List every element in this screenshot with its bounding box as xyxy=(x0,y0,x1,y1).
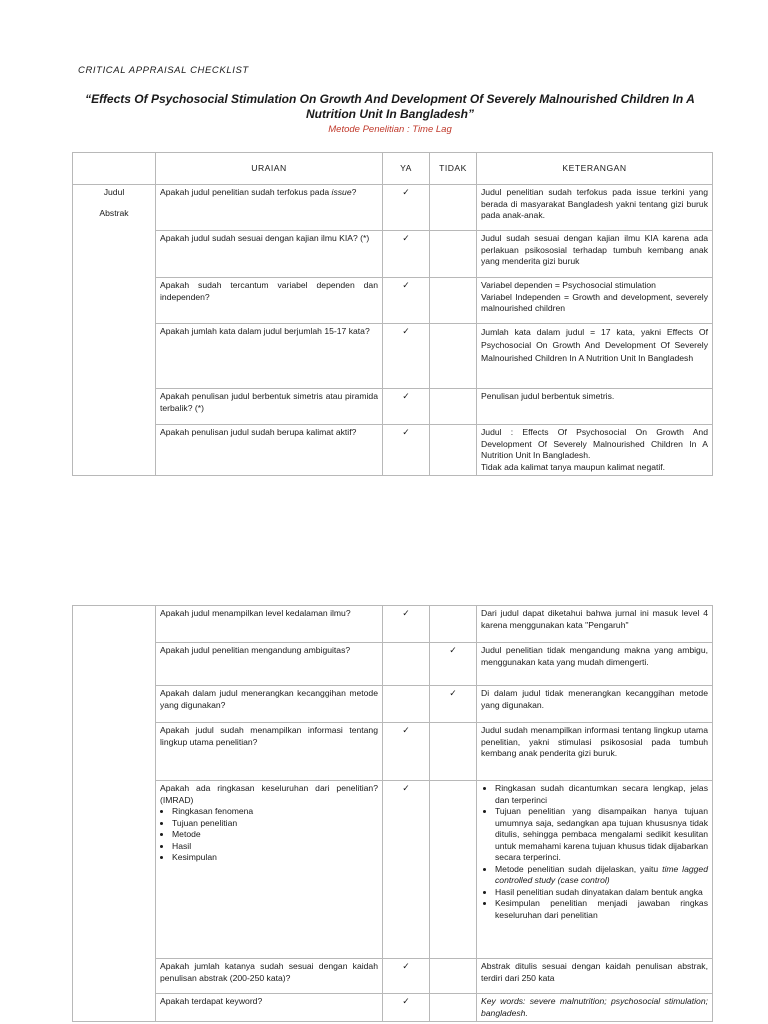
list-item: • Hasil xyxy=(172,841,378,853)
table-row xyxy=(73,185,713,231)
check-ya: ✓ xyxy=(383,278,430,324)
question-cell: Apakah dalam judul menerangkan kecanggihan metode yang digunakan? xyxy=(156,686,383,723)
table-row xyxy=(73,231,713,278)
document-label: CRITICAL APPRAISAL CHECKLIST xyxy=(78,65,249,76)
note-line: Variabel dependen = Psychosocial stimulation xyxy=(481,280,656,290)
question-text: Apakah ada ringkasan keseluruhan dari penelitian? (IMRAD) xyxy=(160,783,378,805)
section-label-cell xyxy=(73,606,156,1022)
question-cell: Apakah jumlah kata dalam judul berjumlah 15-17 kata? xyxy=(156,324,383,389)
note-cell: Key words: severe malnutrition; psychosocial stimulation; bangladesh. xyxy=(477,994,713,1022)
table-row xyxy=(73,425,713,476)
section-label-abstrak: Abstrak xyxy=(99,207,129,218)
note-cell xyxy=(477,781,713,959)
check-ya xyxy=(383,643,430,686)
header-empty xyxy=(73,153,156,185)
note-line: Variabel Independen = Growth and development, severely malnourished children xyxy=(481,291,708,313)
document-title: “Effects Of Psychosocial Stimulation On Growth And Development Of Severely Malnourished Children In A Nutrition Unit In Bangladesh” xyxy=(85,92,695,121)
table-row xyxy=(73,723,713,781)
check-tidak xyxy=(430,723,477,781)
note-cell: Jumlah kata dalam judul = 17 kata, yakni Effects Of Psychosocial On Growth And Development Of Severely Malnourished Children In A Nutrition Unit In Bangladesh xyxy=(477,324,713,389)
section-label-judul: Judul xyxy=(103,187,125,197)
table-row xyxy=(73,389,713,425)
note-line: Judul : Effects Of Psychosocial On Growth And Development Of Severely Malnourished Children In A Nutrition Unit In Bangladesh. xyxy=(481,427,708,460)
check-ya: ✓ xyxy=(383,185,430,231)
table-row xyxy=(73,643,713,686)
list-item: • Ringkasan sudah dicantumkan secara lengkap, jelas dan terperinci xyxy=(495,783,708,806)
header-uraian: URAIAN xyxy=(156,153,383,185)
check-tidak xyxy=(430,959,477,994)
check-ya xyxy=(383,686,430,723)
check-tidak xyxy=(430,324,477,389)
question-cell: Apakah jumlah katanya sudah sesuai dengan kaidah penulisan abstrak (200-250 kata)? xyxy=(156,959,383,994)
check-ya: ✓ xyxy=(383,389,430,425)
check-ya: ✓ xyxy=(383,781,430,959)
note-cell: Di dalam judul tidak menerangkan kecanggihan metode yang digunakan. xyxy=(477,686,713,723)
question-cell: Apakah penulisan judul sudah berupa kalimat aktif? xyxy=(156,425,383,476)
question-cell xyxy=(156,781,383,959)
check-tidak xyxy=(430,231,477,278)
question-cell: Apakah judul sudah sesuai dengan kajian ilmu KIA? (*) xyxy=(156,231,383,278)
check-ya: ✓ xyxy=(383,231,430,278)
note-cell: Judul penelitian tidak mengandung makna yang ambigu, menggunakan kata yang mudah dimengerti. xyxy=(477,643,713,686)
check-tidak: ✓ xyxy=(430,686,477,723)
check-ya: ✓ xyxy=(383,324,430,389)
check-ya: ✓ xyxy=(383,994,430,1022)
list-item: • Ringkasan fenomena xyxy=(172,806,378,818)
table-row xyxy=(73,959,713,994)
table-row xyxy=(73,994,713,1022)
check-tidak xyxy=(430,781,477,959)
table-row xyxy=(73,606,713,643)
check-tidak: ✓ xyxy=(430,643,477,686)
note-cell: Abstrak ditulis sesuai dengan kaidah penulisan abstrak, terdiri dari 250 kata xyxy=(477,959,713,994)
question-cell: Apakah judul sudah menampilkan informasi tentang lingkup utama penelitian? xyxy=(156,723,383,781)
list-item: • Tujuan penelitian yang disampaikan hanya tujuan umumnya saja, sedangkan apa tujuan khususnya tidak ditulis, sehingga pembaca mengalami sedikit kesulitan untuk memahami karena tujuan khusus tidak dijabarkan secara terperinci. xyxy=(495,806,708,864)
check-ya: ✓ xyxy=(383,606,430,643)
check-tidak xyxy=(430,994,477,1022)
table-row xyxy=(73,278,713,324)
check-ya: ✓ xyxy=(383,723,430,781)
question-cell: Apakah penulisan judul berbentuk simetris atau piramida terbalik? (*) xyxy=(156,389,383,425)
header-tidak: TIDAK xyxy=(430,153,477,185)
list-item: • Hasil penelitian sudah dinyatakan dalam bentuk angka xyxy=(495,887,708,899)
imrad-list xyxy=(160,806,378,864)
check-ya: ✓ xyxy=(383,959,430,994)
note-cell xyxy=(477,425,713,476)
list-item: • Metode xyxy=(172,829,378,841)
table-row xyxy=(73,324,713,389)
checklist-table-1 xyxy=(72,152,713,476)
header-ya: YA xyxy=(383,153,430,185)
check-tidak xyxy=(430,425,477,476)
list-item: • Kesimpulan xyxy=(172,852,378,864)
question-cell: Apakah judul penelitian sudah terfokus pada issue? xyxy=(156,185,383,231)
note-cell: Dari judul dapat diketahui bahwa jurnal ini masuk level 4 karena menggunakan kata "Pengaruh" xyxy=(477,606,713,643)
note-cell: Judul penelitian sudah terfokus pada issue terkini yang berada di masyarakat Bangladesh yakni tentang gizi buruk pada anak-anak. xyxy=(477,185,713,231)
method-subtitle: Metode Penelitian : Time Lag xyxy=(328,124,452,135)
check-tidak xyxy=(430,185,477,231)
list-item: • Tujuan penelitian xyxy=(172,818,378,830)
header-keterangan: KETERANGAN xyxy=(477,153,713,185)
check-tidak xyxy=(430,278,477,324)
question-cell: Apakah terdapat keyword? xyxy=(156,994,383,1022)
list-item xyxy=(495,864,708,887)
note-cell: Penulisan judul berbentuk simetris. xyxy=(477,389,713,425)
question-cell: Apakah judul penelitian mengandung ambiguitas? xyxy=(156,643,383,686)
note-cell: Judul sudah sesuai dengan kajian ilmu KIA karena ada perlakuan psikososial terhadap tumbuh kembang anak yang menderita gizi buruk xyxy=(477,231,713,278)
check-ya: ✓ xyxy=(383,425,430,476)
list-item: • Kesimpulan penelitian menjadi jawaban ringkas keseluruhan dari penelitian xyxy=(495,898,708,921)
check-tidak xyxy=(430,606,477,643)
checklist-table-2 xyxy=(72,605,713,1022)
table-row xyxy=(73,781,713,959)
note-cell: Judul sudah menampilkan informasi tentang lingkup utama penelitian, yakni stimulasi psikososial pada tumbuh kembang anak penderita gizi buruk. xyxy=(477,723,713,781)
note-cell xyxy=(477,278,713,324)
table-row xyxy=(73,686,713,723)
note-text: Metode penelitian sudah dijelaskan, yaitu xyxy=(495,863,663,874)
section-label-cell xyxy=(73,185,156,476)
note-list xyxy=(481,783,708,921)
note-italic: time lagged controlled study (case control) xyxy=(495,863,708,885)
question-cell: Apakah judul menampilkan level kedalaman ilmu? xyxy=(156,606,383,643)
check-tidak xyxy=(430,389,477,425)
question-cell: Apakah sudah tercantum variabel dependen dan independen? xyxy=(156,278,383,324)
note-line: Tidak ada kalimat tanya maupun kalimat negatif. xyxy=(481,461,666,472)
